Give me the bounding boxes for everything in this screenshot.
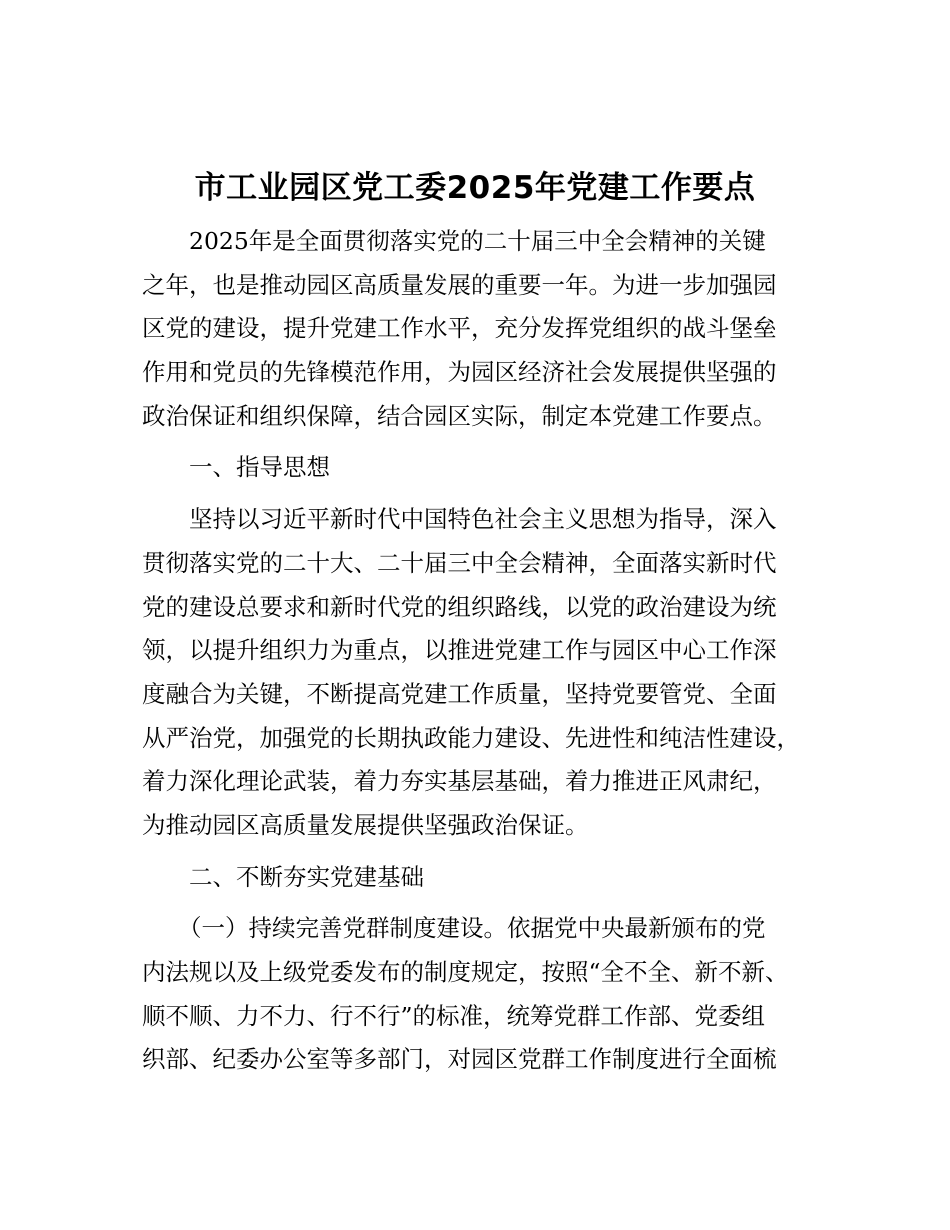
paragraph-line: 着力深化理论武装，着力夯实基层基础，着力推进正风肃纪， [142, 767, 777, 796]
document-title: 市工业园区党工委2025年党建工作要点 [194, 170, 756, 206]
paragraph-line: 坚持以习近平新时代中国特色社会主义思想为指导，深入 [189, 505, 777, 534]
paragraph-line: （一）持续完善党群制度建设。依据党中央最新颁布的党 [178, 914, 766, 943]
paragraph-line: 政治保证和组织保障，结合园区实际，制定本党建工作要点。 [142, 401, 777, 430]
paragraph-line: 之年，也是推动园区高质量发展的重要一年。为进一步加强园 [142, 270, 777, 299]
paragraph-line: 顺不顺、力不力、行不行”的标准，统筹党群工作部、党委组 [142, 1001, 766, 1030]
paragraph-line: 织部、纪委办公室等多部门，对园区党群工作制度进行全面梳 [142, 1045, 777, 1074]
paragraph-line: 从严治党，加强党的长期执政能力建设、先进性和纯洁性建设， [142, 723, 800, 752]
paragraph-line: 2025年是全面贯彻落实党的二十届三中全会精神的关键 [189, 227, 766, 255]
paragraph-line: 贯彻落实党的二十大、二十届三中全会精神，全面落实新时代 [142, 548, 777, 577]
paragraph-line: 区党的建设，提升党建工作水平，充分发挥党组织的战斗堡垒 [142, 314, 777, 343]
paragraph-line: 领，以提升组织力为重点，以推进党建工作与园区中心工作深 [142, 636, 777, 665]
paragraph-line: 党的建设总要求和新时代党的组织路线，以党的政治建设为统 [142, 592, 777, 621]
guiding-ideology-paragraph [142, 498, 832, 848]
paragraph-line: 作用和党员的先锋模范作用，为园区经济社会发展提供坚强的 [142, 358, 777, 387]
section-heading-party-foundation: 二、不断夯实党建基础 [189, 862, 424, 891]
paragraph-line: 内法规以及上级党委发布的制度规定，按照“全不全、新不新、 [142, 958, 789, 986]
document-body [142, 220, 832, 1082]
paragraph-line: 度融合为关键，不断提高党建工作质量，坚持党要管党、全面 [142, 679, 777, 708]
party-foundation-paragraph [142, 907, 832, 1082]
paragraph-line: 为推动园区高质量发展提供坚强政治保证。 [142, 810, 589, 839]
section-heading-guiding-ideology: 一、指导思想 [189, 453, 330, 482]
intro-paragraph [142, 220, 832, 438]
